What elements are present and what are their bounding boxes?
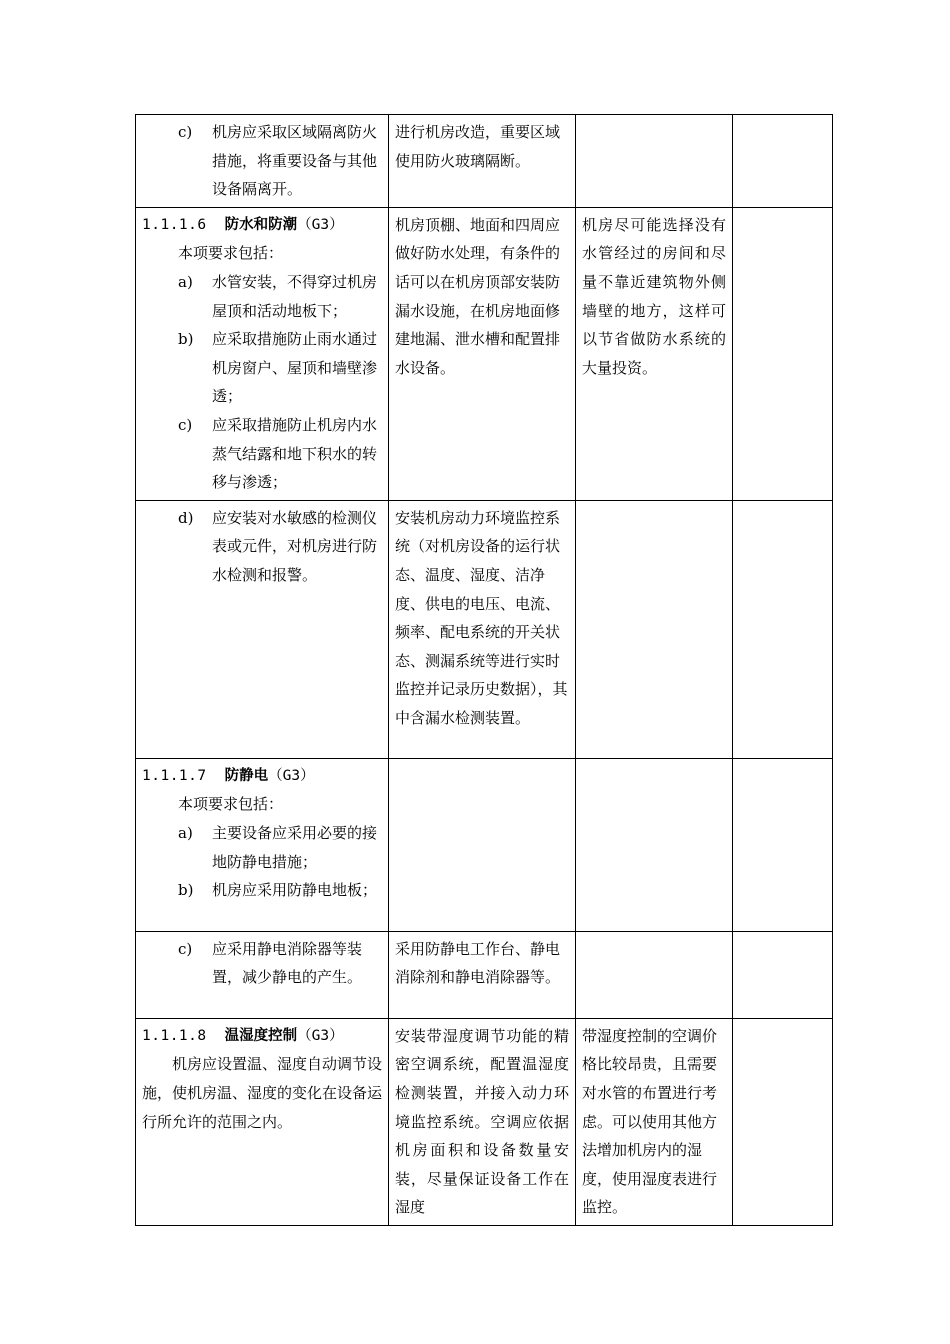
section-code: （G3） <box>297 1027 344 1044</box>
list-item <box>142 819 382 876</box>
item-text: 应安装对水敏感的检测仪表或元件，对机房进行防水检测和报警。 <box>212 508 378 584</box>
list-item <box>142 268 382 325</box>
list-item <box>142 411 382 497</box>
requirement-cell <box>136 758 389 931</box>
cell-text: 机房尽可能选择没有水管经过的房间和尽量不靠近建筑物外侧墙壁的地方，这样可以节省做防水系统的大量投资。 <box>582 215 726 377</box>
note-cell <box>576 207 733 500</box>
item-text: 水管安装，不得穿过机房屋顶和活动地板下； <box>212 272 378 320</box>
requirements-table <box>135 114 833 1226</box>
requirement-cell <box>136 931 389 1018</box>
table-row <box>136 931 833 1018</box>
list-item <box>142 504 382 590</box>
cell-text: 带湿度控制的空调价格比较昂贵，且需要对水管的布置进行考虑。可以使用其他方法增加机房内的湿度，使用湿度表进行监控。 <box>582 1026 718 1217</box>
section-title <box>225 1028 344 1044</box>
note-cell <box>576 1018 733 1225</box>
table-row <box>136 758 833 931</box>
item-label: d) <box>178 508 194 527</box>
implementation-cell <box>389 115 576 208</box>
section-intro: 本项要求包括： <box>178 795 284 814</box>
item-text: 机房应采取区域隔离防火措施，将重要设备与其他设备隔离开。 <box>212 123 378 199</box>
item-label: c) <box>178 123 193 141</box>
section-number: 1.1.1.7 <box>142 767 207 784</box>
list-item <box>142 876 382 905</box>
implementation-cell <box>389 931 576 1018</box>
section-paragraph: 机房应设置温、湿度自动调节设施，使机房温、湿度的变化在设备运行所允许的范围之内。 <box>142 1055 383 1131</box>
section-title <box>225 768 315 784</box>
list-item <box>142 118 382 204</box>
section-number: 1.1.1.8 <box>142 1027 207 1044</box>
implementation-cell <box>389 1018 576 1225</box>
result-cell <box>733 1018 833 1225</box>
section-title-text: 防静电 <box>224 767 269 784</box>
note-cell <box>576 500 733 758</box>
item-label: b) <box>178 330 194 349</box>
implementation-cell <box>389 207 576 500</box>
implementation-cell <box>389 500 576 758</box>
cell-text: 采用防静电工作台、静电消除剂和静电消除器等。 <box>395 939 561 987</box>
result-cell <box>733 115 833 208</box>
table-row <box>136 1018 833 1225</box>
note-cell <box>576 758 733 931</box>
result-cell <box>733 207 833 500</box>
table-row <box>136 115 833 208</box>
section-heading <box>142 211 382 240</box>
item-text: 应采取措施防止机房内水蒸气结露和地下积水的转移与渗透； <box>212 415 378 492</box>
item-text: 应采用静电消除器等装置，减少静电的产生。 <box>212 939 363 987</box>
result-cell <box>733 758 833 931</box>
item-label: b) <box>178 881 194 900</box>
note-cell <box>576 931 733 1018</box>
result-cell <box>733 500 833 758</box>
item-label: a) <box>178 823 193 842</box>
requirement-cell <box>136 207 389 500</box>
requirement-cell <box>136 115 389 208</box>
section-title-text: 温湿度控制 <box>224 1027 298 1044</box>
section-title <box>225 217 344 233</box>
result-cell <box>733 931 833 1018</box>
section-heading <box>142 1022 382 1051</box>
cell-text: 进行机房改造，重要区域使用防火玻璃隔断。 <box>395 123 561 170</box>
table-row <box>136 207 833 500</box>
section-number: 1.1.1.6 <box>142 216 207 233</box>
section-code: （G3） <box>268 767 315 784</box>
section-code: （G3） <box>297 216 344 233</box>
item-label: c) <box>178 939 193 958</box>
note-cell <box>576 115 733 208</box>
cell-text: 安装带湿度调节功能的精密空调系统，配置温湿度检测装置，并接入动力环境监控系统。空调应依据机房面积和设备数量安装，尽量保证设备工作在湿度 <box>395 1026 569 1217</box>
item-text: 机房应采用防静电地板； <box>212 881 378 900</box>
item-text: 主要设备应采用必要的接地防静电措施； <box>212 823 378 871</box>
list-item <box>142 935 382 992</box>
section-intro: 本项要求包括： <box>178 244 284 263</box>
requirement-cell <box>136 500 389 758</box>
list-item <box>142 325 382 411</box>
item-label: a) <box>178 272 193 291</box>
cell-text: 安装机房动力环境监控系统（对机房设备的运行状态、温度、湿度、洁净度、供电的电压、电流、频率、配电系统的开关状态、测漏系统等进行实时监控并记录历史数据），其中含漏水检测装置。 <box>395 508 568 727</box>
item-text: 应采取措施防止雨水通过机房窗户、屋顶和墙壁渗透； <box>212 330 378 406</box>
requirement-cell <box>136 1018 389 1225</box>
table-row <box>136 500 833 758</box>
implementation-cell <box>389 758 576 931</box>
item-label: c) <box>178 415 193 434</box>
cell-text: 机房顶棚、地面和四周应做好防水处理，有条件的话可以在机房顶部安装防漏水设施，在机房地面修建地漏、泄水槽和配置排水设备。 <box>395 215 561 377</box>
section-heading <box>142 762 382 791</box>
section-title-text: 防水和防潮 <box>224 216 298 233</box>
